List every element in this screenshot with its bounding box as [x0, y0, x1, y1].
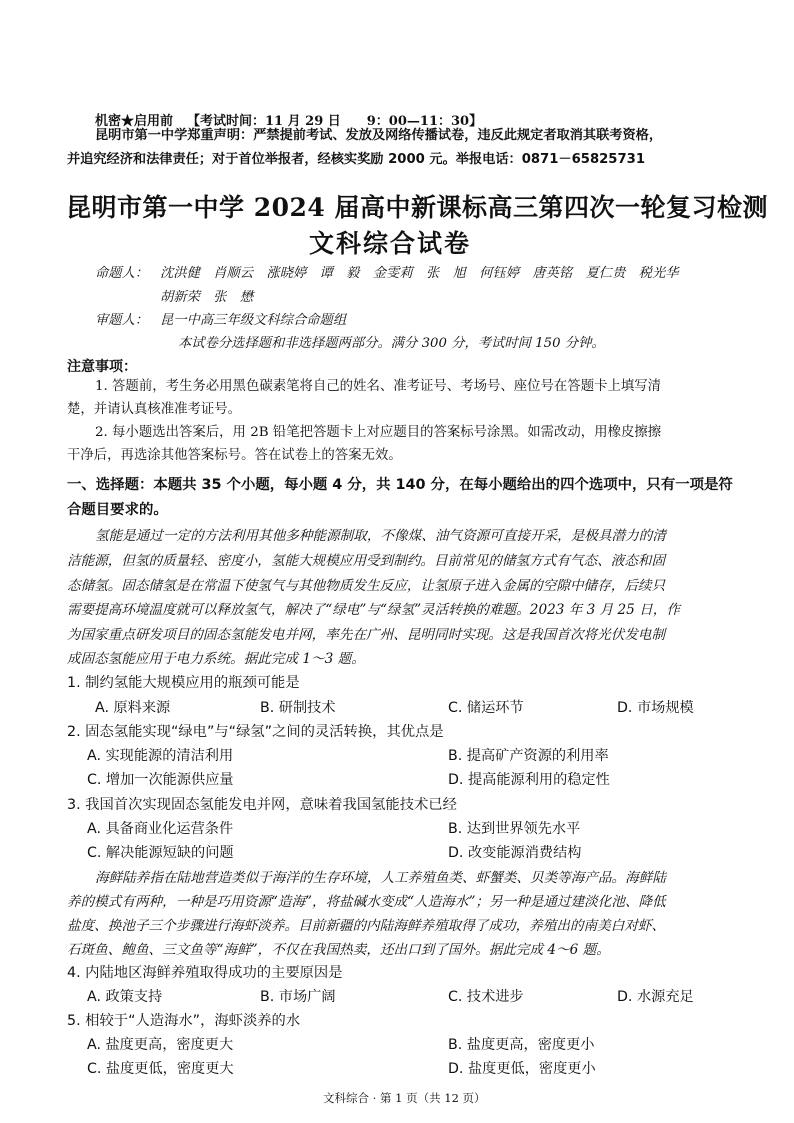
passage-1-line-2: 洁能源，但氢的质量轻、密度小，氢能大规模应用受到制约。目前常见的储氢方式有气态、液态和固	[67, 553, 666, 569]
notice-line-1: 昆明市第一中学郑重声明：严禁提前考试、发放及网络传播试卷，违反此规定者取消其联考资格，	[95, 128, 663, 143]
question-3-option-c: C. 解决能源短缺的问题	[87, 845, 234, 861]
question-1-option-d: D. 市场规模	[617, 700, 694, 716]
question-2-option-d: D. 提高能源利用的稳定性	[448, 772, 610, 788]
question-3-option-d: D. 改变能源消费结构	[448, 845, 582, 861]
question-2-stem: 2. 固态氢能实现“绿电”与“绿氢”之间的灵活转换，其优点是	[67, 724, 444, 740]
question-1-option-a: A. 原料来源	[95, 700, 171, 716]
notice-line-2: 并追究经济和法律责任；对于首位举报者，经核实奖励 2000 元。举报电话：0871－65825731	[67, 152, 645, 167]
reviewer-label: 审题人：	[95, 313, 149, 328]
question-5-option-b: B. 盐度更高，密度更小	[448, 1037, 595, 1053]
note-2-line-2: 干净后，再选涂其他答案标号。答在试卷上的答案无效。	[67, 448, 402, 463]
question-3-stem: 3. 我国首次实现固态氢能发电并网，意味着我国氢能技术已经	[67, 797, 457, 813]
question-1-stem: 1. 制约氢能大规模应用的瓶颈可能是	[67, 675, 300, 691]
question-2-option-a: A. 实现能源的清洁利用	[87, 748, 234, 764]
confidential-label: 机密★启用前	[95, 114, 174, 129]
question-1-option-b: B. 研制技术	[260, 700, 336, 716]
passage-1-line-1: 氢能是通过一定的方法利用其他多种能源制取，不像煤、油气资源可直接开采，是极具潜力的清	[95, 528, 666, 544]
question-4-option-b: B. 市场广阔	[260, 989, 336, 1005]
note-2-line-1: 2. 每小题选出答案后，用 2B 铅笔把答题卡上对应题目的答案标号涂黑。如需改动，用橡皮擦擦	[95, 425, 662, 440]
question-5-option-c: C. 盐度更低，密度更大	[87, 1061, 234, 1077]
question-5-option-a: A. 盐度更高，密度更大	[87, 1037, 234, 1053]
note-1-line-1: 1. 答题前，考生务必用黑色碳素笔将自己的姓名、准考证号、考场号、座位号在答题卡上填写清	[95, 379, 662, 394]
passage-2-line-4: 石斑鱼、鲍鱼、三文鱼等“海鲜”，不仅在我国热卖，还出口到了国外。据此完成 4～6 题。	[67, 942, 610, 958]
section-1-line-1: 一、选择题：本题共 35 个小题，每小题 4 分，共 140 分，在每小题给出的四个选项中，只有一项是符	[67, 477, 733, 493]
passage-2-line-1: 海鲜陆养指在陆地营造类似于海洋的生存环境，人工养殖鱼类、虾蟹类、贝类等海产品。海鲜陆	[95, 870, 666, 886]
question-5-option-d: D. 盐度更低，密度更小	[448, 1061, 596, 1077]
question-5-stem: 5. 相较于“人造海水”，海虾淡养的水	[67, 1013, 301, 1029]
authors-line-1: 沈洪健 肖顺云 涨晓婷 谭 毅 金雯莉 张 旭 何钰婷 唐英铭 夏仁贵 税光华	[160, 266, 679, 281]
page-subtitle: 文科综合试卷	[309, 229, 472, 258]
passage-1-line-5: 为国家重点研发项目的固态氢能发电并网，率先在广州、昆明同时实现。这是我国首次将光伏发电制	[67, 627, 666, 643]
question-4-option-d: D. 水源充足	[617, 989, 694, 1005]
exam-intro: 本试卷分选择题和非选择题两部分。满分 300 分，考试时间 150 分钟。	[178, 336, 605, 351]
page-footer: 文科综合 · 第 1 页（共 12 页）	[323, 1091, 486, 1105]
question-3-option-a: A. 具备商业化运营条件	[87, 821, 234, 837]
passage-1-line-3: 态储氢。固态储氢是在常温下使氢气与其他物质发生反应，让氢原子进入金属的空隙中储存，后续只	[67, 578, 666, 594]
note-1-line-2: 楚，并请认真核准准考证号。	[67, 402, 242, 417]
reviewer: 昆一中高三年级文科综合命题组	[160, 313, 347, 328]
notes-heading: 注意事项：	[67, 359, 137, 375]
authors-label: 命题人：	[95, 266, 149, 281]
section-1-line-2: 合题目要求的。	[67, 502, 168, 518]
question-2-option-c: C. 增加一次能源供应量	[87, 772, 234, 788]
question-2-option-b: B. 提高矿产资源的利用率	[448, 748, 609, 764]
question-4-option-c: C. 技术进步	[448, 989, 524, 1005]
exam-time: 【考试时间：11 月 29 日 9：00—11：30】	[187, 114, 483, 129]
question-4-option-a: A. 政策支持	[87, 989, 163, 1005]
question-4-stem: 4. 内陆地区海鲜养殖取得成功的主要原因是	[67, 965, 343, 981]
authors-line-2: 胡新荣 张 懋	[160, 290, 254, 305]
passage-2-line-2: 养的模式有两种，一种是巧用资源“造海”，将盐碱水变成“人造海水”；另一种是通过建淡化池、降低	[67, 894, 666, 910]
passage-1-line-6: 成固态氢能应用于电力系统。据此完成 1～3 题。	[67, 651, 365, 667]
question-1-option-c: C. 储运环节	[448, 700, 524, 716]
passage-2-line-3: 盐度、换池子三个步骤进行海虾淡养。目前新疆的内陆海鲜养殖取得了成功，养殖出的南美白对虾、	[67, 918, 666, 934]
passage-1-line-4: 需要提高环境温度就可以释放氢气，解决了“绿电”与“绿氢”灵活转换的难题。2023 年 3 月 25 日，作	[67, 602, 680, 618]
question-3-option-b: B. 达到世界领先水平	[448, 821, 581, 837]
page-title: 昆明市第一中学 2024 届高中新课标高三第四次一轮复习检测	[66, 193, 768, 222]
